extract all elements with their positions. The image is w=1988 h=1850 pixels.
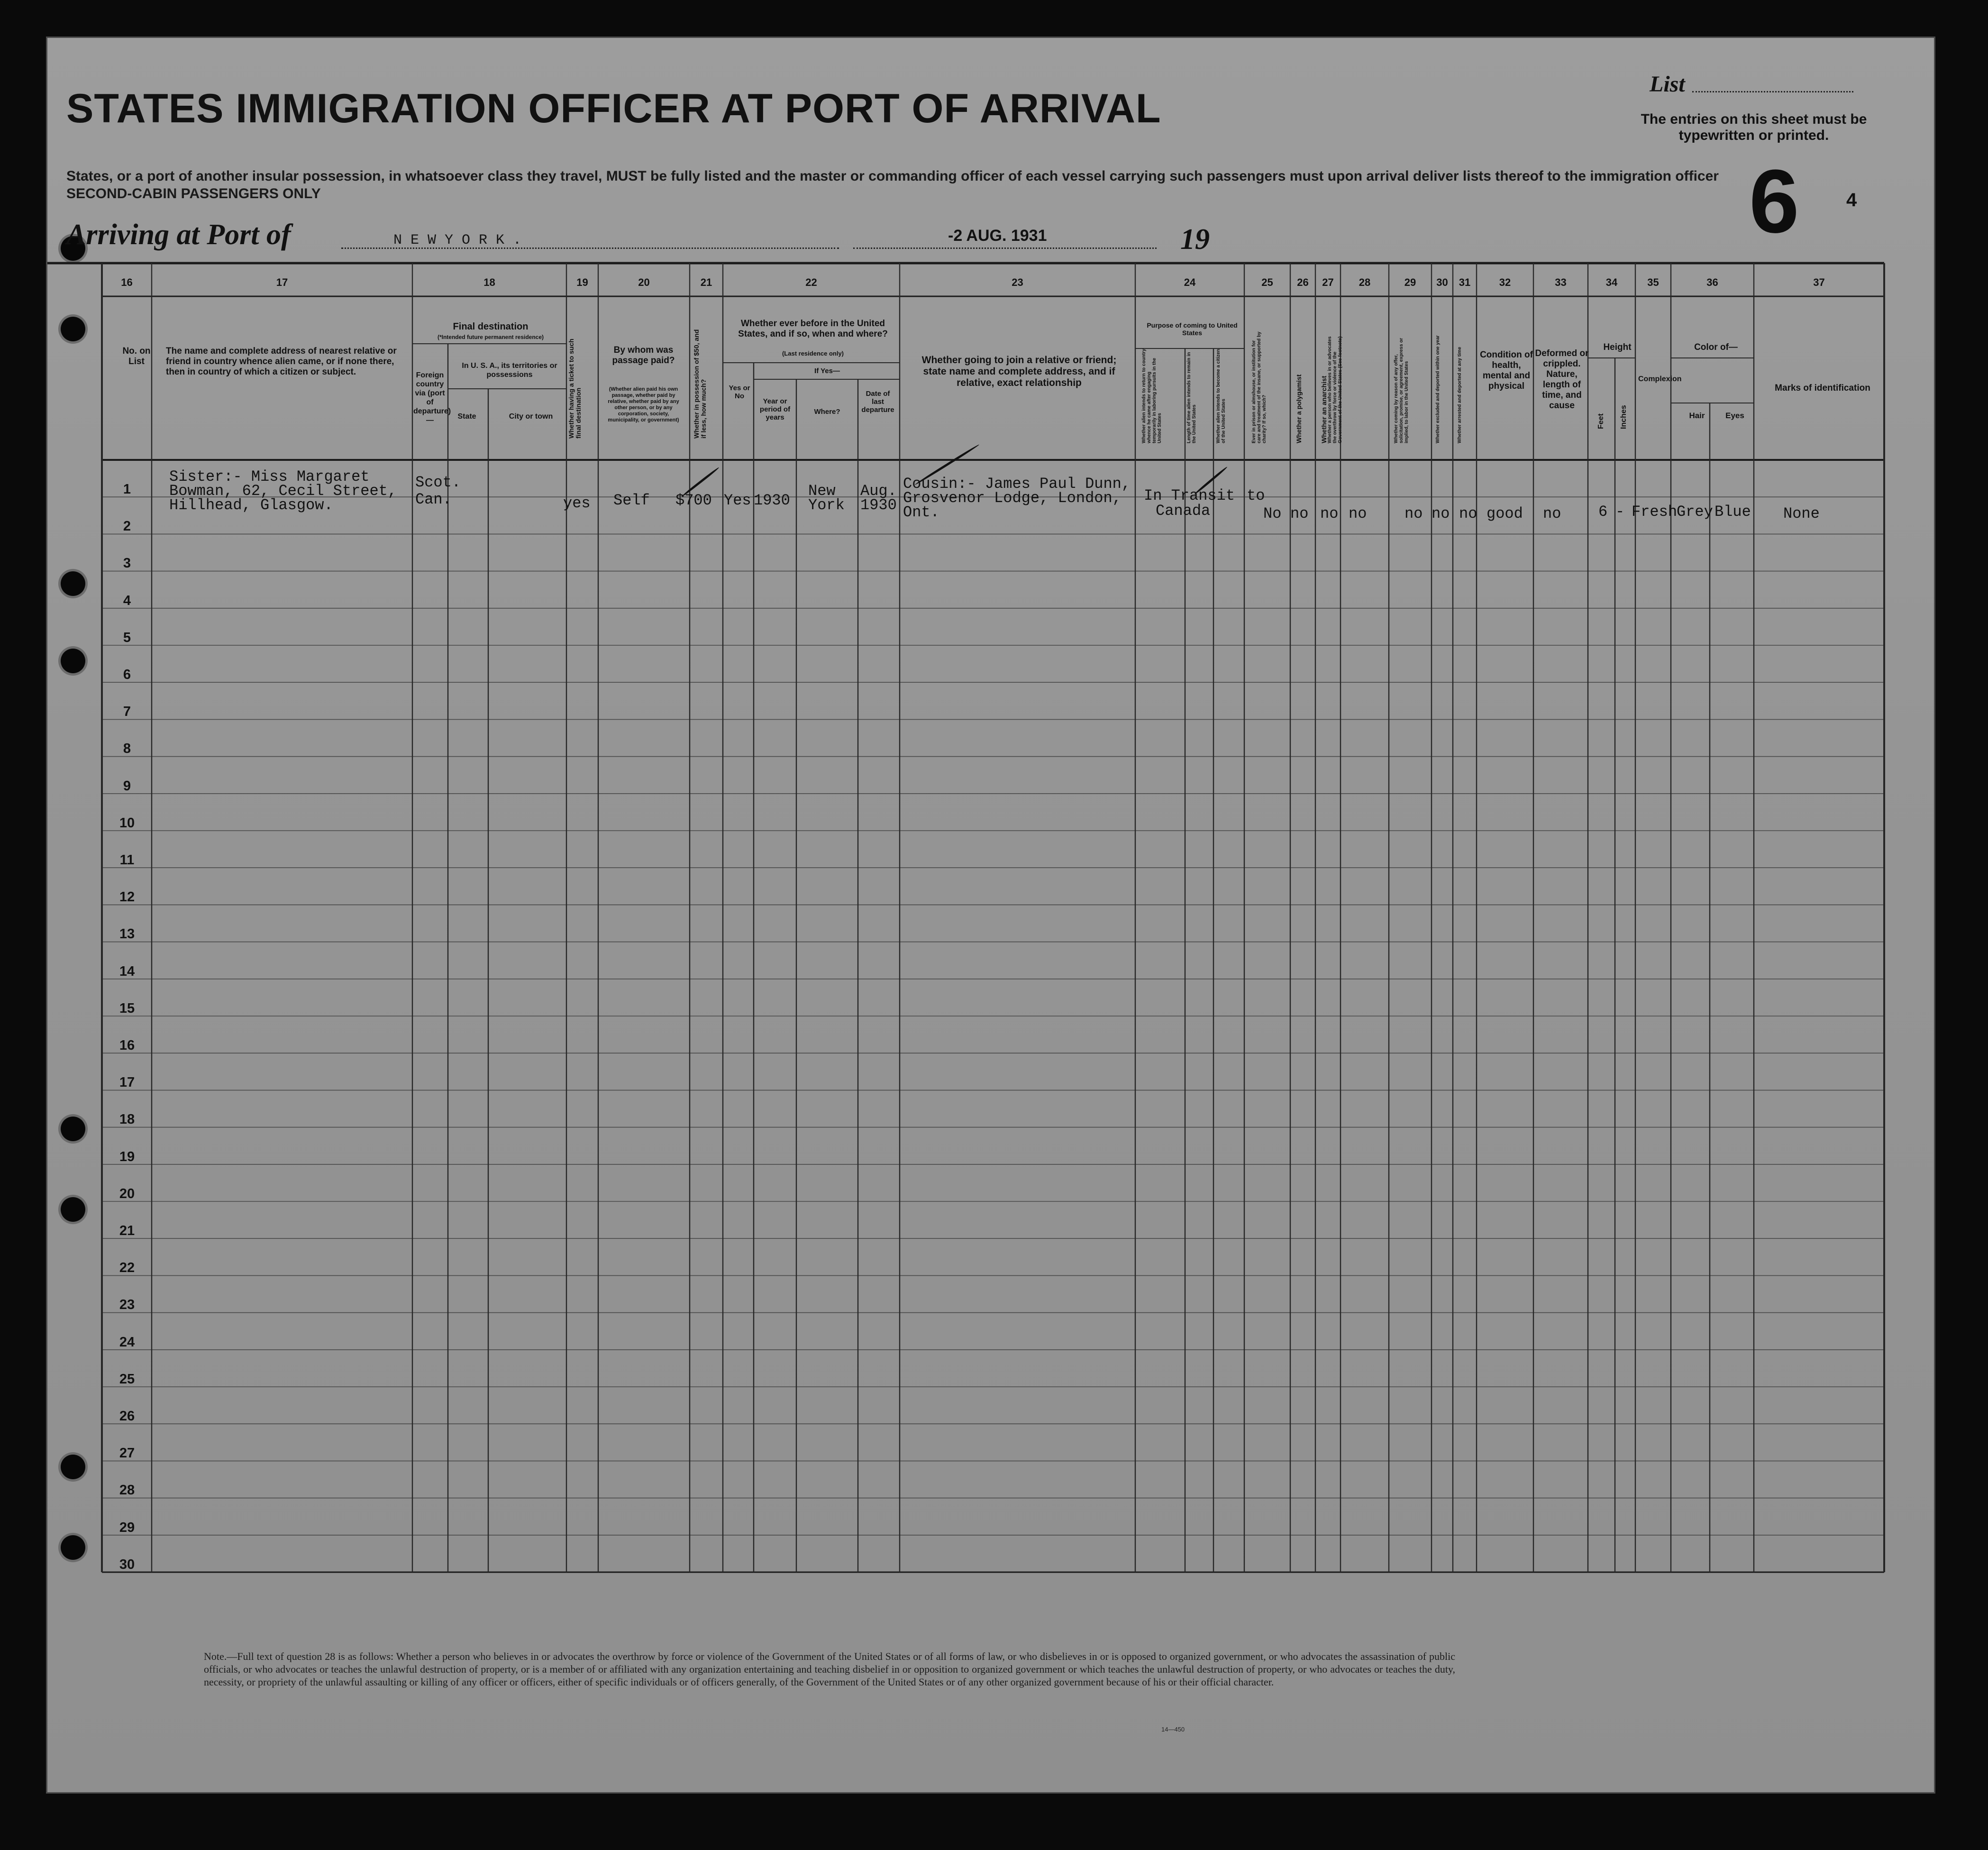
header-final-destination-sub: (*Intended future permanent residence): [437, 334, 544, 340]
row-number: 5: [123, 630, 131, 645]
header-date-of-departure: Date of last departure: [861, 390, 894, 414]
column-number: 36: [1706, 276, 1718, 288]
joining-line1: Cousin:- James Paul Dunn,: [903, 475, 1131, 493]
row-number: 12: [119, 889, 135, 905]
complexion-value: Fresh: [1632, 503, 1678, 521]
column-number: 34: [1605, 276, 1618, 288]
prison-value: No: [1263, 505, 1282, 522]
deformed-value: no: [1543, 505, 1561, 522]
header-inches: Inches: [1620, 405, 1628, 429]
row-number: 30: [119, 1557, 135, 1572]
feet-value: 6: [1598, 503, 1608, 521]
header-purpose-return: Whether alien intends to return to country whence he came after engaging temporarily in laboring pursuits in the United States: [1141, 348, 1162, 443]
row-number: 20: [119, 1186, 135, 1201]
relative-abroad-line2: Bowman, 62, Cecil Street,: [169, 482, 397, 500]
header-ticket: Whether having a ticket to such final destination: [567, 339, 582, 439]
row-number: 11: [119, 852, 135, 868]
header-purpose-length: Length of time alien intends to remain in the United States: [1186, 352, 1197, 443]
health-value: good: [1486, 505, 1523, 522]
row-number: 18: [119, 1112, 135, 1127]
year-value: 1930: [754, 492, 790, 509]
column-number: 29: [1404, 276, 1416, 288]
passage-paid-value: Self: [613, 492, 650, 509]
row-number: 16: [119, 1038, 135, 1053]
column-number: 17: [276, 276, 288, 288]
column-number: 18: [483, 276, 495, 288]
instructions-text: States, or a port of another insular possession, in whatsoever class they travel, MUST be fully listed and the master or commanding officer of each vessel carrying such passengers must upon arrival deliver lists thereof to the immigration officer: [66, 168, 1719, 184]
header-anarchist: Whether an anarchist: [1320, 375, 1328, 443]
row-number: 7: [123, 704, 131, 720]
column-number: 30: [1436, 276, 1448, 288]
q29-value: no: [1404, 505, 1423, 522]
inches-value: -: [1615, 503, 1625, 521]
column-number: 20: [638, 276, 650, 288]
year-prefix: 19: [1180, 223, 1210, 256]
header-foreign-country: Foreign country via (port of departure)—: [413, 371, 451, 424]
column-number: 21: [700, 276, 712, 288]
header-eyes: Eyes: [1725, 411, 1744, 420]
header-ever-before-sub: (Last residence only): [782, 350, 844, 357]
q28-value: no: [1349, 505, 1367, 522]
column-number: 23: [1012, 276, 1023, 288]
column-number: 27: [1322, 276, 1334, 288]
header-q29: Whether coming by reason of any offer, solicitation, promise, or agreement, express or implied, to labor in the United States: [1394, 338, 1409, 443]
departure-line2: 1930: [860, 496, 897, 514]
column-number: 25: [1261, 276, 1273, 288]
q30-value: no: [1432, 505, 1450, 522]
header-complexion: Complexion: [1638, 375, 1682, 383]
ever-before-value: Yes: [724, 492, 751, 509]
row-number: 10: [119, 815, 135, 831]
polygamist-value: no: [1290, 505, 1309, 522]
money-value: $700: [675, 492, 712, 509]
column-number: 22: [805, 276, 817, 288]
column-number: 16: [121, 276, 133, 288]
entries-note: The entries on this sheet must be typewritten or printed.: [1641, 111, 1867, 143]
header-in-usa: In U. S. A., its territories or possessions: [462, 362, 557, 379]
q31-value: no: [1459, 505, 1477, 522]
relative-abroad-line3: Hillhead, Glasgow.: [169, 496, 333, 514]
header-q31: Whether arrested and deported at any time: [1457, 347, 1462, 443]
column-number: 19: [576, 276, 588, 288]
header-where: Where?: [814, 408, 840, 416]
header-purpose-citizen: Whether alien intends to become a citizen of the United States: [1216, 349, 1226, 443]
header-no-on-list: No. on List: [122, 346, 151, 366]
column-number: 28: [1359, 276, 1371, 288]
arriving-label: Arriving at Port of: [66, 219, 291, 251]
row-number: 9: [123, 778, 131, 794]
header-joining: Whether going to join a relative or friend; state name and complete address, and if relative, exact relationship: [921, 355, 1117, 388]
relative-abroad-line1: Sister:- Miss Margaret: [169, 468, 370, 485]
row-number: 8: [123, 741, 131, 757]
column-number: 33: [1555, 276, 1567, 288]
form-number: 14—450: [1161, 1726, 1185, 1733]
header-yes-or-no: Yes or No: [729, 384, 750, 400]
page-title: STATES IMMIGRATION OFFICER AT PORT OF ARRIVAL: [66, 86, 1161, 131]
header-relative-abroad: The name and complete address of nearest relative or friend in country whence alien came, or if none there, then in country of which a citizen or subject.: [166, 346, 397, 377]
header-color-of: Color of—: [1694, 342, 1738, 352]
eyes-value: Blue: [1714, 503, 1751, 521]
anarchist-value: no: [1320, 505, 1339, 522]
row-number: 14: [119, 963, 135, 979]
header-polygamist: Whether a polygamist: [1295, 374, 1303, 443]
column-number: 37: [1813, 276, 1825, 288]
purpose-line1: In Transit: [1144, 487, 1235, 504]
row-number: 3: [123, 556, 131, 571]
hair-value: Grey: [1677, 503, 1713, 521]
header-hair: Hair: [1689, 411, 1705, 420]
foreign-country-line1: Scot.: [415, 474, 461, 491]
row-number: 13: [119, 926, 135, 942]
where-line2: York: [808, 496, 845, 514]
row-number: 28: [119, 1483, 135, 1498]
header-final-destination: Final destination: [453, 321, 529, 332]
row-number: 27: [119, 1446, 135, 1461]
column-number: 26: [1297, 276, 1309, 288]
purpose-line2: Canada: [1156, 502, 1211, 520]
row-number: 19: [119, 1149, 135, 1164]
header-state: State: [457, 412, 476, 421]
header-if-yes: If Yes—: [814, 367, 840, 375]
header-purpose: Purpose of coming to United States: [1147, 321, 1238, 337]
class-line: SECOND-CABIN PASSENGERS ONLY: [66, 186, 321, 201]
column-number: 24: [1184, 276, 1196, 288]
row-number: 17: [119, 1075, 135, 1090]
sheet-number: 6: [1749, 151, 1799, 252]
row-number: 25: [119, 1371, 135, 1387]
row-number: 2: [123, 519, 131, 534]
row-number: 24: [119, 1334, 135, 1350]
date-stamp: -2 AUG. 1931: [948, 227, 1047, 245]
column-number: 35: [1647, 276, 1659, 288]
header-condition: Condition of health, mental and physical: [1480, 350, 1533, 391]
marks-value: None: [1783, 505, 1820, 522]
row-number: 21: [119, 1223, 135, 1238]
joining-line3: Ont.: [903, 504, 939, 521]
header-money: Whether in possession of $50, and if less, how much?: [693, 329, 707, 439]
header-ever-before: Whether ever before in the United States, and if so, when and where?: [738, 319, 888, 339]
joining-line2: Grosvenor Lodge, London,: [903, 489, 1122, 507]
header-passage-paid-sub: (Whether alien paid his own passage, whether paid by relative, whether paid by any other person, or by any corporation, society, municipality, or government): [608, 386, 679, 423]
row-number: 15: [119, 1000, 135, 1016]
where-line1: New: [808, 482, 836, 500]
header-marks: Marks of identification: [1775, 383, 1870, 393]
header-year-or-period: Year or period of years: [759, 397, 791, 421]
row-number: 29: [119, 1520, 135, 1535]
port-value: N E W Y O R K .: [393, 232, 522, 248]
row-number: 6: [123, 667, 131, 682]
column-number: 31: [1459, 276, 1471, 288]
header-passage-paid: By whom was passage paid?: [612, 345, 675, 366]
foreign-country-line2: Can.: [415, 491, 452, 508]
row-number: 26: [119, 1409, 135, 1424]
header-city-or-town: City or town: [509, 412, 553, 421]
header-deformed: Deformed or crippled. Nature, length of time, and cause: [1535, 348, 1589, 411]
column-number: 32: [1499, 276, 1511, 288]
header-q28: Whether a person who believes in or advocates the overthrow by force or violence of the Government of the United States (See footnote): [1327, 336, 1343, 443]
header-feet: Feet: [1597, 413, 1605, 429]
ticket-value: yes: [563, 495, 591, 512]
header-height: Height: [1603, 342, 1632, 352]
row-number: 23: [119, 1297, 135, 1313]
departure-line1: Aug.: [860, 482, 897, 500]
row-number: 4: [123, 593, 131, 608]
header-q30: Whether excluded and deported within one year: [1435, 335, 1441, 443]
footnote-question-28: Note.—Full text of question 28 is as follows: Whether a person who believes in or advocates the overthrow by force or violence of the Government of the United States or of all forms of law, or who disbelieves in or is opposed to organized government, or who advocates the assassination of public officials, or who advocates or teaches the unlawful destruction of property, or is a member of or affiliated with any organization entertaining and teaching disbelief in or opposition to organized government or which teaches the unlawful destruction of property, or who advocates or teaches the duty, necessity, or propriety of the unlawful assaulting or killing of any officer or officers, either of specific individuals or of officers generally, of the Government of the United States or of any other organized government because of his or their official character.: [204, 1650, 1455, 1688]
header-prison: Ever in prison or almshouse, or institution for care and treatment of the insane, or supported by charity? If so, which?: [1251, 331, 1267, 443]
list-label: List: [1650, 72, 1685, 97]
sheet-suffix: 4: [1846, 190, 1857, 211]
row-number: 22: [119, 1260, 135, 1276]
row-number: 1: [123, 482, 131, 497]
purpose-line1b: to: [1247, 487, 1265, 504]
